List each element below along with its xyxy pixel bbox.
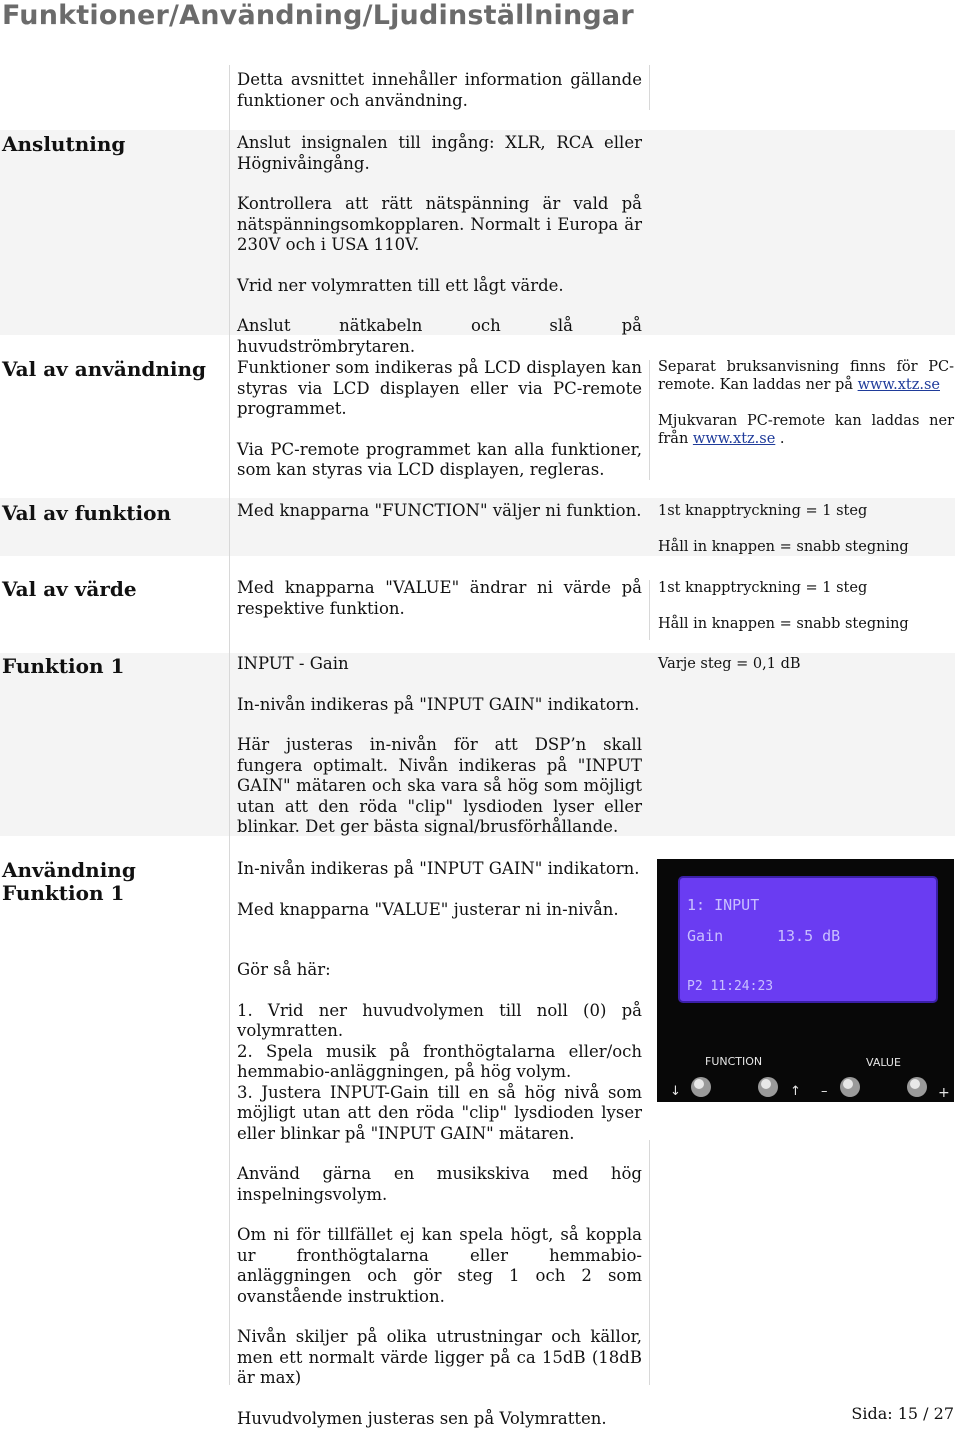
section-body-val-funktion bbox=[237, 501, 642, 522]
paragraph: Använd gärna en musikskiva med hög inspelningsvolym. bbox=[237, 1164, 642, 1205]
paragraph: Anslut insignalen till ingång: XLR, RCA eller Högnivåingång. bbox=[237, 133, 642, 174]
xtz-link[interactable]: www.xtz.se bbox=[858, 377, 940, 393]
section-label-anvandning-funktion1: Användning Funktion 1 bbox=[2, 859, 136, 905]
section-note-funktion1 bbox=[658, 655, 954, 673]
column-divider-left bbox=[229, 65, 230, 1385]
function-up-button[interactable] bbox=[758, 1077, 778, 1097]
function-down-button[interactable] bbox=[691, 1077, 711, 1097]
paragraph: Här justeras in-nivån för att DSP’n skall fungera optimalt. Nivån indikeras på "INPUT GAIN" mätaren och ska vara så hög som möjligt utan att den röda "clip" lysdioden lyser eller blinkar. Det ger bästa signal/brusförhållande. bbox=[237, 735, 642, 838]
lcd-line2-value: 13.5 dB bbox=[777, 927, 840, 945]
section-label-val-funktion: Val av funktion bbox=[2, 502, 171, 525]
paragraph: INPUT - Gain bbox=[237, 654, 642, 675]
down-arrow-icon: ↓ bbox=[670, 1084, 681, 1099]
column-divider-right-3 bbox=[649, 580, 650, 640]
section-body-funktion1 bbox=[237, 654, 642, 838]
minus-icon: – bbox=[821, 1084, 828, 1099]
paragraph: In-nivån indikeras på "INPUT GAIN" indikatorn. bbox=[237, 695, 642, 716]
paragraph: Vrid ner volymratten till ett lågt värde. bbox=[237, 276, 642, 297]
value-down-button[interactable] bbox=[840, 1077, 860, 1097]
section-body-anslutning bbox=[237, 133, 642, 357]
paragraph: Om ni för tillfället ej kan spela högt, så koppla ur fronthögtalarna eller hemmabio-anläggningen och gör steg 1 och 2 som ovanstående instruktion. bbox=[237, 1225, 642, 1307]
step-item: 3. Justera INPUT-Gain till en så hög nivå som möjligt utan att den röda "clip" lysdioden lyser eller blinkar på "INPUT GAIN" mätaren. bbox=[237, 1083, 642, 1145]
paragraph: In-nivån indikeras på "INPUT GAIN" indikatorn. bbox=[237, 859, 642, 880]
note-paragraph: Varje steg = 0,1 dB bbox=[658, 655, 954, 673]
lcd-line2-label: Gain bbox=[687, 927, 723, 945]
lcd-panel-photo bbox=[657, 859, 954, 1102]
column-divider-right-2 bbox=[649, 360, 650, 480]
section-label-funktion1: Funktion 1 bbox=[2, 655, 124, 678]
lcd-line3: P2 11:24:23 bbox=[687, 979, 773, 994]
paragraph: Via PC-remote programmet kan alla funktioner, som kan styras via LCD displayen, regleras. bbox=[237, 440, 642, 481]
section-note-val-anvandning bbox=[658, 358, 954, 448]
note-paragraph: 1st knapptryckning = 1 steg bbox=[658, 579, 954, 597]
paragraph: Kontrollera att rätt nätspänning är vald på nätspänningsomkopplaren. Normalt i Europa är 230V och i USA 110V. bbox=[237, 194, 642, 256]
step-item: 2. Spela musik på fronthögtalarna eller/och hemmabio-anläggningen, på hög volym. bbox=[237, 1042, 642, 1083]
paragraph: Med knapparna "FUNCTION" väljer ni funktion. bbox=[237, 501, 642, 522]
note-paragraph: Håll in knappen = snabb stegning bbox=[658, 615, 954, 633]
plus-icon: + bbox=[938, 1085, 950, 1101]
paragraph: Gör så här: bbox=[237, 960, 642, 981]
paragraph: Med knapparna "VALUE" justerar ni in-nivån. bbox=[237, 900, 642, 921]
lcd-line1: 1: INPUT bbox=[687, 896, 759, 914]
paragraph: Anslut nätkabeln och slå på huvudströmbrytaren. bbox=[237, 316, 642, 357]
function-label: FUNCTION bbox=[705, 1055, 762, 1068]
paragraph: Funktioner som indikeras på LCD displayen kan styras via LCD displayen eller via PC-remote programmet. bbox=[237, 358, 642, 420]
paragraph: Med knapparna "VALUE" ändrar ni värde på respektive funktion. bbox=[237, 578, 642, 619]
section-body-val-varde bbox=[237, 578, 642, 619]
step-item: 1. Vrid ner huvudvolymen till noll (0) på volymratten. bbox=[237, 1001, 642, 1042]
note-paragraph: Håll in knappen = snabb stegning bbox=[658, 538, 954, 556]
note-paragraph: Mjukvaran PC-remote kan laddas ner från www.xtz.se . bbox=[658, 412, 954, 448]
page-number: Sida: 15 / 27 bbox=[851, 1404, 954, 1423]
page-title: Funktioner/Användning/Ljudinställningar bbox=[2, 0, 634, 31]
note-paragraph: Separat bruksanvisning finns för PC-remote. Kan laddas ner på www.xtz.se bbox=[658, 358, 954, 394]
column-divider-right-1 bbox=[649, 65, 650, 110]
section-label-val-varde: Val av värde bbox=[2, 578, 137, 601]
section-body-val-anvandning bbox=[237, 358, 642, 481]
section-body-anvandning-funktion1 bbox=[237, 859, 642, 1429]
paragraph: Huvudvolymen justeras sen på Volymratten. bbox=[237, 1409, 642, 1429]
value-label: VALUE bbox=[866, 1056, 901, 1069]
paragraph: Nivån skiljer på olika utrustningar och källor, men ett normalt värde ligger på ca 15dB (18dB är max) bbox=[237, 1327, 642, 1389]
section-note-val-funktion bbox=[658, 502, 954, 556]
section-label-val-anvandning: Val av användning bbox=[2, 358, 206, 381]
xtz-link[interactable]: www.xtz.se bbox=[693, 431, 775, 447]
note-paragraph: 1st knapptryckning = 1 steg bbox=[658, 502, 954, 520]
up-arrow-icon: ↑ bbox=[790, 1084, 801, 1099]
intro-text: Detta avsnittet innehåller information gällande funktioner och användning. bbox=[237, 70, 642, 111]
section-label-anslutning: Anslutning bbox=[2, 133, 125, 156]
column-divider-right-4 bbox=[649, 1140, 650, 1385]
value-up-button[interactable] bbox=[907, 1077, 927, 1097]
section-note-val-varde bbox=[658, 579, 954, 633]
